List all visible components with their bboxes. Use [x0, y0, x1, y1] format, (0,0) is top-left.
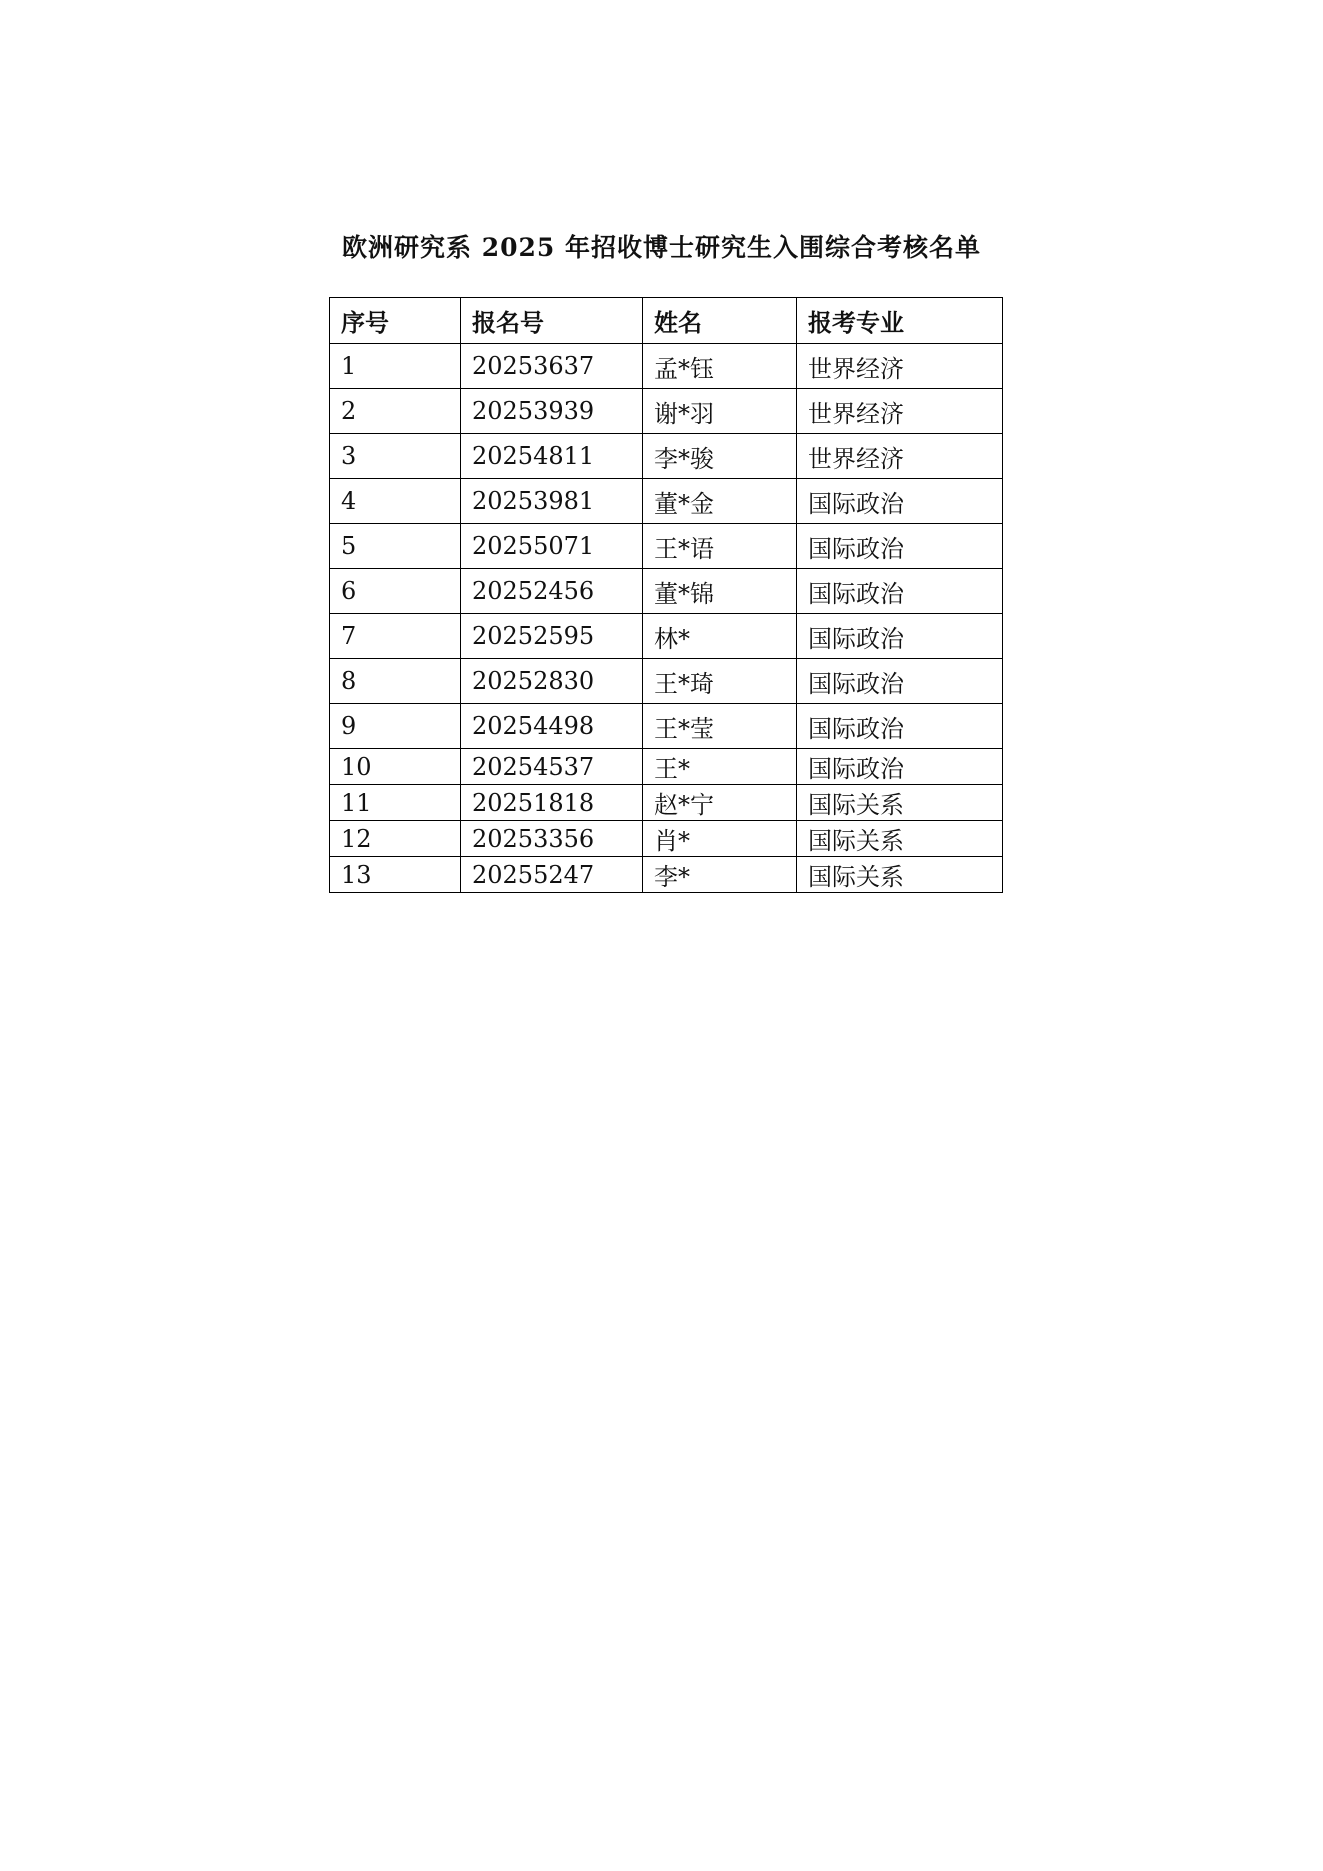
registration-number-cell: 20253356: [461, 821, 643, 857]
name-cell: 王*莹: [643, 704, 797, 749]
name-cell: 孟*钰: [643, 344, 797, 389]
serial-number-cell: 9: [330, 704, 461, 749]
serial-number-cell: 12: [330, 821, 461, 857]
registration-number-cell: 20254498: [461, 704, 643, 749]
table-row: [330, 821, 1003, 857]
document-title: 欧洲研究系 2025 年招收博士研究生入围综合考核名单: [342, 233, 981, 262]
serial-number-cell: 3: [330, 434, 461, 479]
table-header-row: [330, 298, 1003, 344]
major-cell: 国际政治: [797, 704, 1003, 749]
serial-number-cell: 5: [330, 524, 461, 569]
major-cell: 国际政治: [797, 524, 1003, 569]
serial-number-cell: 11: [330, 785, 461, 821]
table-row: [330, 344, 1003, 389]
name-cell: 李*骏: [643, 434, 797, 479]
name-cell: 王*语: [643, 524, 797, 569]
table-row: [330, 749, 1003, 785]
serial-number-cell: 13: [330, 857, 461, 893]
major-cell: 世界经济: [797, 389, 1003, 434]
table-row: [330, 479, 1003, 524]
name-cell: 董*锦: [643, 569, 797, 614]
registration-number-cell: 20252595: [461, 614, 643, 659]
major-cell: 国际政治: [797, 659, 1003, 704]
major-cell: 国际政治: [797, 569, 1003, 614]
major-cell: 国际政治: [797, 614, 1003, 659]
table-row: [330, 704, 1003, 749]
name-cell: 谢*羽: [643, 389, 797, 434]
table-row: [330, 857, 1003, 893]
table-row: [330, 659, 1003, 704]
header-registration-number: 报名号: [461, 298, 643, 344]
name-cell: 赵*宁: [643, 785, 797, 821]
serial-number-cell: 8: [330, 659, 461, 704]
registration-number-cell: 20253939: [461, 389, 643, 434]
name-cell: 肖*: [643, 821, 797, 857]
major-cell: 国际政治: [797, 749, 1003, 785]
table-row: [330, 524, 1003, 569]
table-row: [330, 389, 1003, 434]
header-major: 报考专业: [797, 298, 1003, 344]
serial-number-cell: 1: [330, 344, 461, 389]
registration-number-cell: 20254811: [461, 434, 643, 479]
name-cell: 李*: [643, 857, 797, 893]
registration-number-cell: 20252456: [461, 569, 643, 614]
table-row: [330, 614, 1003, 659]
serial-number-cell: 4: [330, 479, 461, 524]
serial-number-cell: 10: [330, 749, 461, 785]
registration-number-cell: 20253637: [461, 344, 643, 389]
name-cell: 王*琦: [643, 659, 797, 704]
registration-number-cell: 20254537: [461, 749, 643, 785]
name-cell: 王*: [643, 749, 797, 785]
major-cell: 国际关系: [797, 821, 1003, 857]
table-row: [330, 569, 1003, 614]
major-cell: 国际关系: [797, 857, 1003, 893]
registration-number-cell: 20253981: [461, 479, 643, 524]
major-cell: 世界经济: [797, 344, 1003, 389]
registration-number-cell: 20255247: [461, 857, 643, 893]
serial-number-cell: 7: [330, 614, 461, 659]
table-row: [330, 434, 1003, 479]
header-serial-number: 序号: [330, 298, 461, 344]
serial-number-cell: 6: [330, 569, 461, 614]
name-cell: 林*: [643, 614, 797, 659]
registration-number-cell: 20251818: [461, 785, 643, 821]
name-cell: 董*金: [643, 479, 797, 524]
table-row: [330, 785, 1003, 821]
header-name: 姓名: [643, 298, 797, 344]
serial-number-cell: 2: [330, 389, 461, 434]
major-cell: 世界经济: [797, 434, 1003, 479]
registration-number-cell: 20255071: [461, 524, 643, 569]
registration-number-cell: 20252830: [461, 659, 643, 704]
major-cell: 国际政治: [797, 479, 1003, 524]
candidate-table: [329, 297, 1003, 893]
major-cell: 国际关系: [797, 785, 1003, 821]
